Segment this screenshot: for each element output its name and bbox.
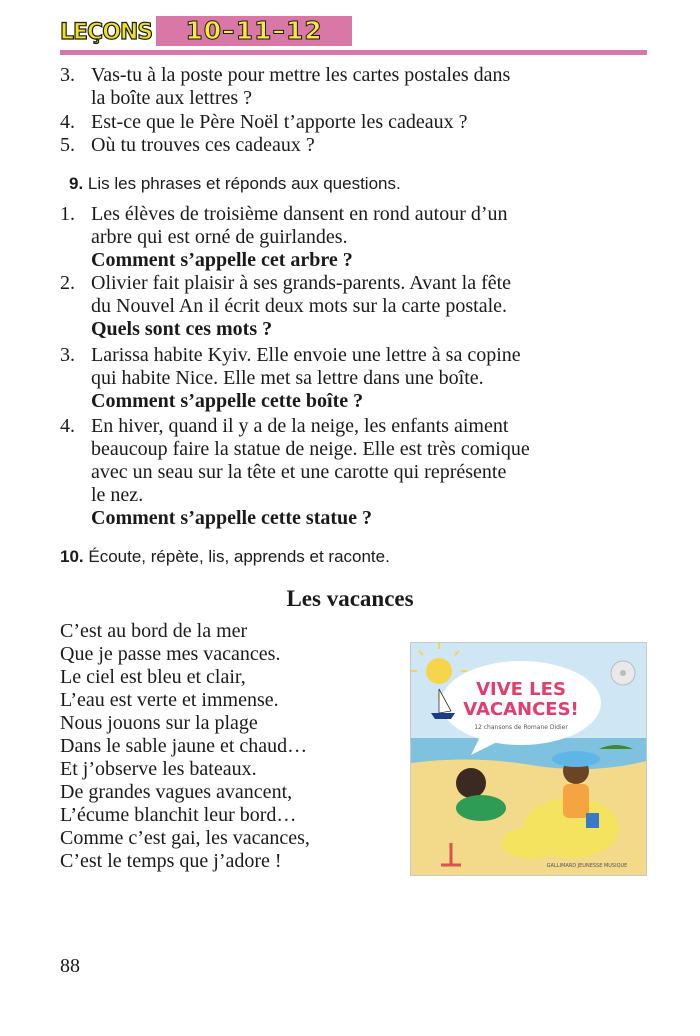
- poem-title: Les vacances: [286, 586, 414, 611]
- cover-subtitle: 12 chansons de Romane Didier: [474, 724, 568, 731]
- poem-line: Comme c’est gai, les vacances,: [60, 827, 310, 849]
- task9-item-1: 1. Les élèves de troisième dansent en rond autour d’un arbre qui est orné de guirlandes. Comment s’appelle cet arbre ?: [60, 203, 508, 271]
- lessons-numbers: 10–11–12: [156, 16, 352, 46]
- poem-line: Et j’observe les bateaux.: [60, 758, 257, 780]
- question-item: 5. Où tu trouves ces cadeaux ?: [60, 134, 315, 156]
- poem-line: C’est au bord de la mer: [60, 620, 248, 642]
- poem-line: L’écume blanchit leur bord…: [60, 804, 297, 826]
- sun-icon: [426, 658, 452, 684]
- cover-publisher: GALLIMARD JEUNESSE MUSIQUE: [546, 863, 628, 869]
- header-rule: [60, 50, 647, 55]
- poem-line: C’est le temps que j’adore !: [60, 850, 282, 872]
- child-left-icon: [456, 768, 486, 798]
- task9-item-3: 3. Larissa habite Kyiv. Elle envoie une lettre à sa copine qui habite Nice. Elle met sa lettre dans une boîte. Comment s’appelle cette boîte ?: [60, 344, 521, 412]
- cover-title-1: VIVE LES: [476, 679, 566, 700]
- poem-line: Dans le sable jaune et chaud…: [60, 735, 308, 757]
- poem-line: L’eau est verte et immense.: [60, 689, 279, 711]
- page-number: 88: [60, 955, 80, 977]
- task9-item-2: 2. Olivier fait plaisir à ses grands-parents. Avant la fête du Nouvel An il écrit deux mots sur la carte postale. Quels sont ces mots ?: [60, 272, 512, 340]
- cover-title-2: VACANCES!: [463, 699, 579, 720]
- poem-line: Le ciel est bleu et clair,: [60, 666, 246, 688]
- lessons-label: LEÇONS: [60, 20, 153, 45]
- task-10-instruction: 10. Écoute, répète, lis, apprends et raconte.: [60, 547, 390, 566]
- bucket-icon: [586, 813, 599, 828]
- album-cover-image: [410, 642, 647, 876]
- question-item: 4. Est-ce que le Père Noël t’apporte les cadeaux ?: [60, 111, 468, 133]
- poem-line: Nous jouons sur la plage: [60, 712, 258, 734]
- poem-line: Que je passe mes vacances.: [60, 643, 281, 665]
- task-9-instruction: 9. Lis les phrases et réponds aux questions.: [69, 174, 401, 193]
- task9-item-4: 4. En hiver, quand il y a de la neige, les enfants aiment beaucoup faire la statue de neige. Elle est très comique avec un seau sur la tête et une carotte qui représente le nez. Comment s’appelle cette statue ?: [60, 415, 530, 529]
- question-item: 3. Vas-tu à la poste pour mettre les cartes postales dans la boîte aux lettres ?: [60, 64, 511, 109]
- poem-line: De grandes vagues avancent,: [60, 781, 293, 803]
- poem-text: [60, 620, 310, 873]
